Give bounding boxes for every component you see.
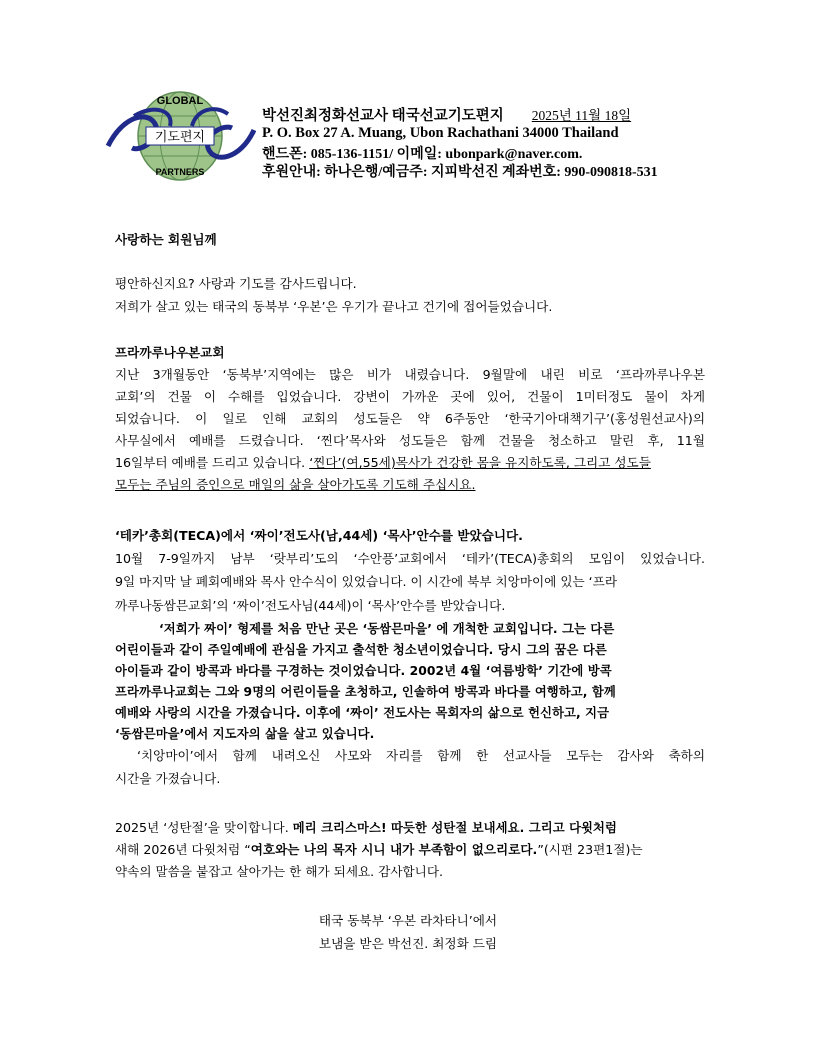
letterhead-contact: 핸드폰: 085-136-1151/ 이메일: ubonpark@naver.com. — [262, 147, 583, 162]
christmas-greeting: 메리 크리스마스! 따듯한 성탄절 보내세요. 그리고 다윗처럼 — [292, 821, 617, 835]
christmas-line — [115, 840, 705, 861]
section1-line — [115, 453, 705, 474]
section1-line: 지난 3개월동안 ‘동북부’지역에는 많은 비가 내렸습니다. 9월말에 내린 비로 ‘프라까루나우본 — [115, 367, 705, 382]
story-line: 아이들과 같이 방콕과 바다를 구경하는 것이었습니다. 2002년 4월 ‘여름방학’ 기간에 방콕 — [115, 664, 612, 678]
section1-line: 사무실에서 예배를 드렸습니다. ‘찐다’목사와 성도들은 함께 건물을 청소하고 말린 후, 11월 — [115, 433, 705, 448]
christmas-line — [115, 818, 705, 839]
section2-closing-line: ‘치앙마이’에서 함께 내려오신 사모와 자리를 함께 한 선교사들 모두는 감사와 축하의 — [137, 748, 705, 763]
signature-line: 보냄을 받은 박선진. 최정화 드림 — [318, 936, 498, 951]
section2-line: 까루나동쌈믄교회’의 ‘짜이’전도사님(44세)이 ‘목사’안수를 받았습니다. — [115, 598, 506, 613]
section1-line: 교회’의 건물 이 수해를 입었습니다. 강변이 가까운 곳에 있어, 건물이 1미터정도 물이 차게 — [115, 389, 705, 404]
greeting: 사랑하는 회원님께 — [115, 232, 217, 247]
story-line: 프라까루나교회는 그와 9명의 어린이들을 초청하고, 인솔하여 방콕과 바다를 여행하고, 함께 — [115, 685, 616, 699]
prayer-request: 모두는 주님의 증인으로 매일의 삶을 살아가도록 기도해 주십시요. — [115, 477, 476, 492]
section2-heading: ‘테카’총회(TECA)에서 ‘짜이’전도사(남,44세) ‘목사’안수를 받았습니다. — [115, 528, 523, 543]
intro-line: 평안하신지요? 사랑과 기도를 감사드립니다. — [115, 276, 357, 291]
signature-line: 태국 동북부 ‘우본 라차타니’에서 — [318, 913, 498, 928]
section2-closing-line: 시간을 가졌습니다. — [115, 771, 221, 786]
intro-line: 저희가 살고 있는 태국의 동북부 ‘우본’은 우기가 끝나고 건기에 접어들었습니다. — [115, 299, 553, 314]
christmas-plain: 새해 2026년 다윗처럼 “ — [115, 842, 251, 857]
logo-center-text: 기도편지 — [154, 130, 206, 145]
christmas-plain: ”(시편 23편1절)는 — [537, 842, 643, 857]
story-line: ‘동쌈믄마을’에서 지도자의 삶을 살고 있습니다. — [115, 727, 375, 741]
christmas-line: 약속의 말씀을 붙잡고 살아가는 한 해가 되세요. 감사합니다. — [115, 864, 444, 879]
section1-line: 되었습니다. 이 일로 인해 교회의 성도들은 약 6주동안 ‘한국기아대책기구’(홍성원선교사)의 — [115, 411, 705, 426]
section1-line5-plain: 16일부터 예배를 드리고 있습니다. — [115, 455, 310, 470]
story-line: 어린이들과 같이 주일예배에 관심을 가지고 출석한 청소년이었습니다. 당시 그의 꿈은 다른 — [115, 643, 607, 657]
psalm-verse: 여호와는 나의 목자 시니 내가 부족함이 없으리로다. — [250, 842, 538, 857]
letterhead-address: P. O. Box 27 A. Muang, Ubon Rachathani 34000 Thailand — [262, 125, 619, 141]
section2-line: 9일 마지막 날 폐회예배와 목사 안수식이 있었습니다. 이 시간에 북부 치앙마이에 있는 ‘프라 — [115, 574, 618, 589]
prayer-request: ‘찐다’(여,55세)목사가 건강한 몸을 유지하도록, 그리고 성도들 — [309, 455, 651, 470]
section2-line: 10월 7-9일까지 남부 ‘랏부리’도의 ‘수안픙’교회에서 ‘테카’(TECA)총회의 모임이 있었습니다. — [115, 551, 705, 566]
logo-bottom-text: PARTNERS — [155, 167, 205, 177]
global-partners-logo — [104, 86, 256, 186]
letterhead-title: 박선진최정화선교사 태국선교기도편지 — [262, 108, 504, 124]
letterhead-support: 후원안내: 하나은행/예금주: 지피박선진 계좌번호: 990-090818-531 — [262, 165, 658, 180]
section1-heading: 프라까루나우본교회 — [115, 345, 225, 360]
story-line: 예배와 사랑의 시간을 가졌습니다. 이후에 ‘짜이’ 전도사는 목회자의 삶으로 헌신하고, 지금 — [115, 706, 610, 720]
letterhead-title-line — [262, 104, 631, 125]
story-line: ‘저희가 짜이’ 형제를 처음 만난 곳은 ‘동쌈믄마을’ 에 개척한 교회입니다. 그는 다른 — [159, 622, 615, 636]
letter-date: 2025년 11월 18일 — [531, 108, 632, 123]
section1-line — [115, 475, 705, 496]
christmas-plain: 2025년 ‘성탄절’을 맞이합니다. — [115, 820, 293, 835]
logo-top-text: GLOBAL — [156, 95, 204, 107]
